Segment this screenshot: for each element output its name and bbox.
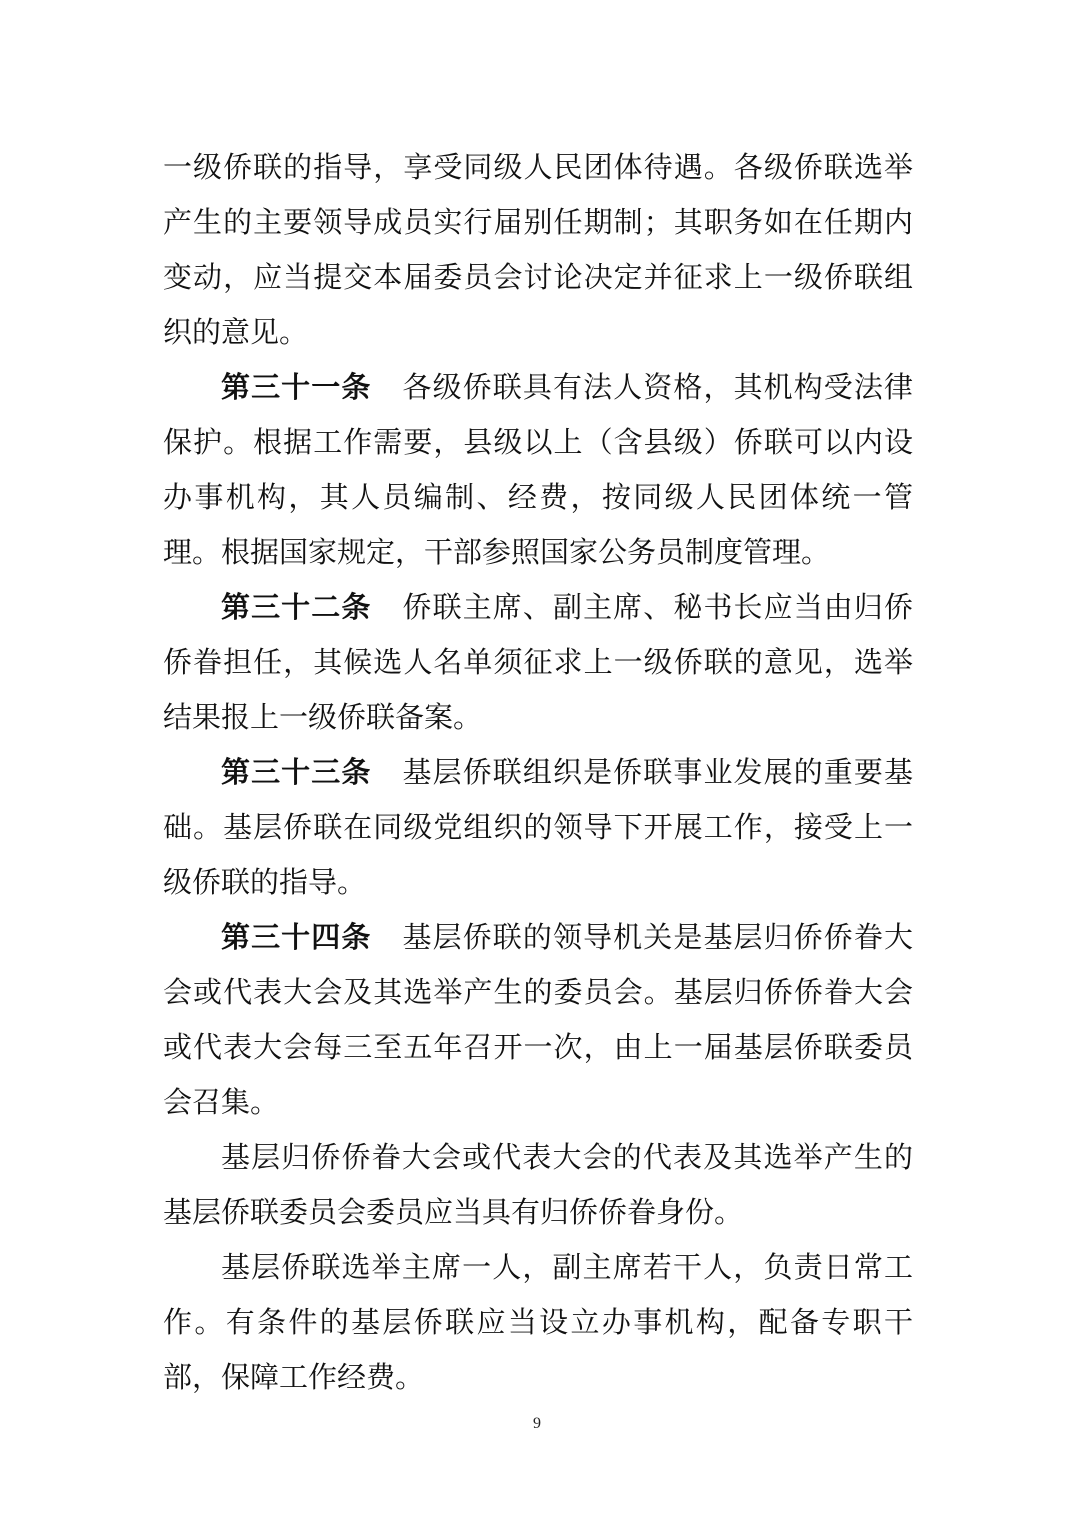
- paragraph-text: 一级侨联的指导，享受同级人民团体待遇。各级侨联选举产生的主要领导成员实行届别任期制；其职务如在任期内变动，应当提交本届委员会讨论决定并征求上一级侨联组织的意见。: [163, 150, 913, 349]
- article-32: [163, 580, 913, 745]
- article-34-clause-3: [163, 1240, 913, 1405]
- paragraph-text: 基层侨联选举主席一人，副主席若干人，负责日常工作。有条件的基层侨联应当设立办事机构，配备专职干部，保障工作经费。: [163, 1250, 913, 1394]
- article-number: 第三十一条: [221, 370, 372, 404]
- paragraph-text: 侨联主席、副主席、秘书长应当由归侨侨眷担任，其候选人名单须征求上一级侨联的意见，选举结果报上一级侨联备案。: [163, 590, 913, 734]
- paragraph-text: 基层归侨侨眷大会或代表大会的代表及其选举产生的基层侨联委员会委员应当具有归侨侨眷身份。: [163, 1140, 913, 1229]
- article-number: 第三十三条: [221, 755, 372, 789]
- article-34: [163, 910, 913, 1130]
- article-34-clause-2: [163, 1130, 913, 1240]
- article-33: [163, 745, 913, 910]
- paragraph-continuation: [163, 140, 913, 360]
- paragraph-text: 基层侨联组织是侨联事业发展的重要基础。基层侨联在同级党组织的领导下开展工作，接受上一级侨联的指导。: [163, 755, 913, 899]
- paragraph-text: 各级侨联具有法人资格，其机构受法律保护。根据工作需要，县级以上（含县级）侨联可以内设办事机构，其人员编制、经费，按同级人民团体统一管理。根据国家规定，干部参照国家公务员制度管理。: [163, 370, 913, 569]
- page-number: 9: [533, 1415, 541, 1432]
- article-31: [163, 360, 913, 580]
- article-number: 第三十二条: [221, 590, 372, 624]
- document-body: [163, 140, 913, 1405]
- article-number: 第三十四条: [221, 920, 372, 954]
- paragraph-text: 基层侨联的领导机关是基层归侨侨眷大会或代表大会及其选举产生的委员会。基层归侨侨眷大会或代表大会每三至五年召开一次，由上一届基层侨联委员会召集。: [163, 920, 913, 1119]
